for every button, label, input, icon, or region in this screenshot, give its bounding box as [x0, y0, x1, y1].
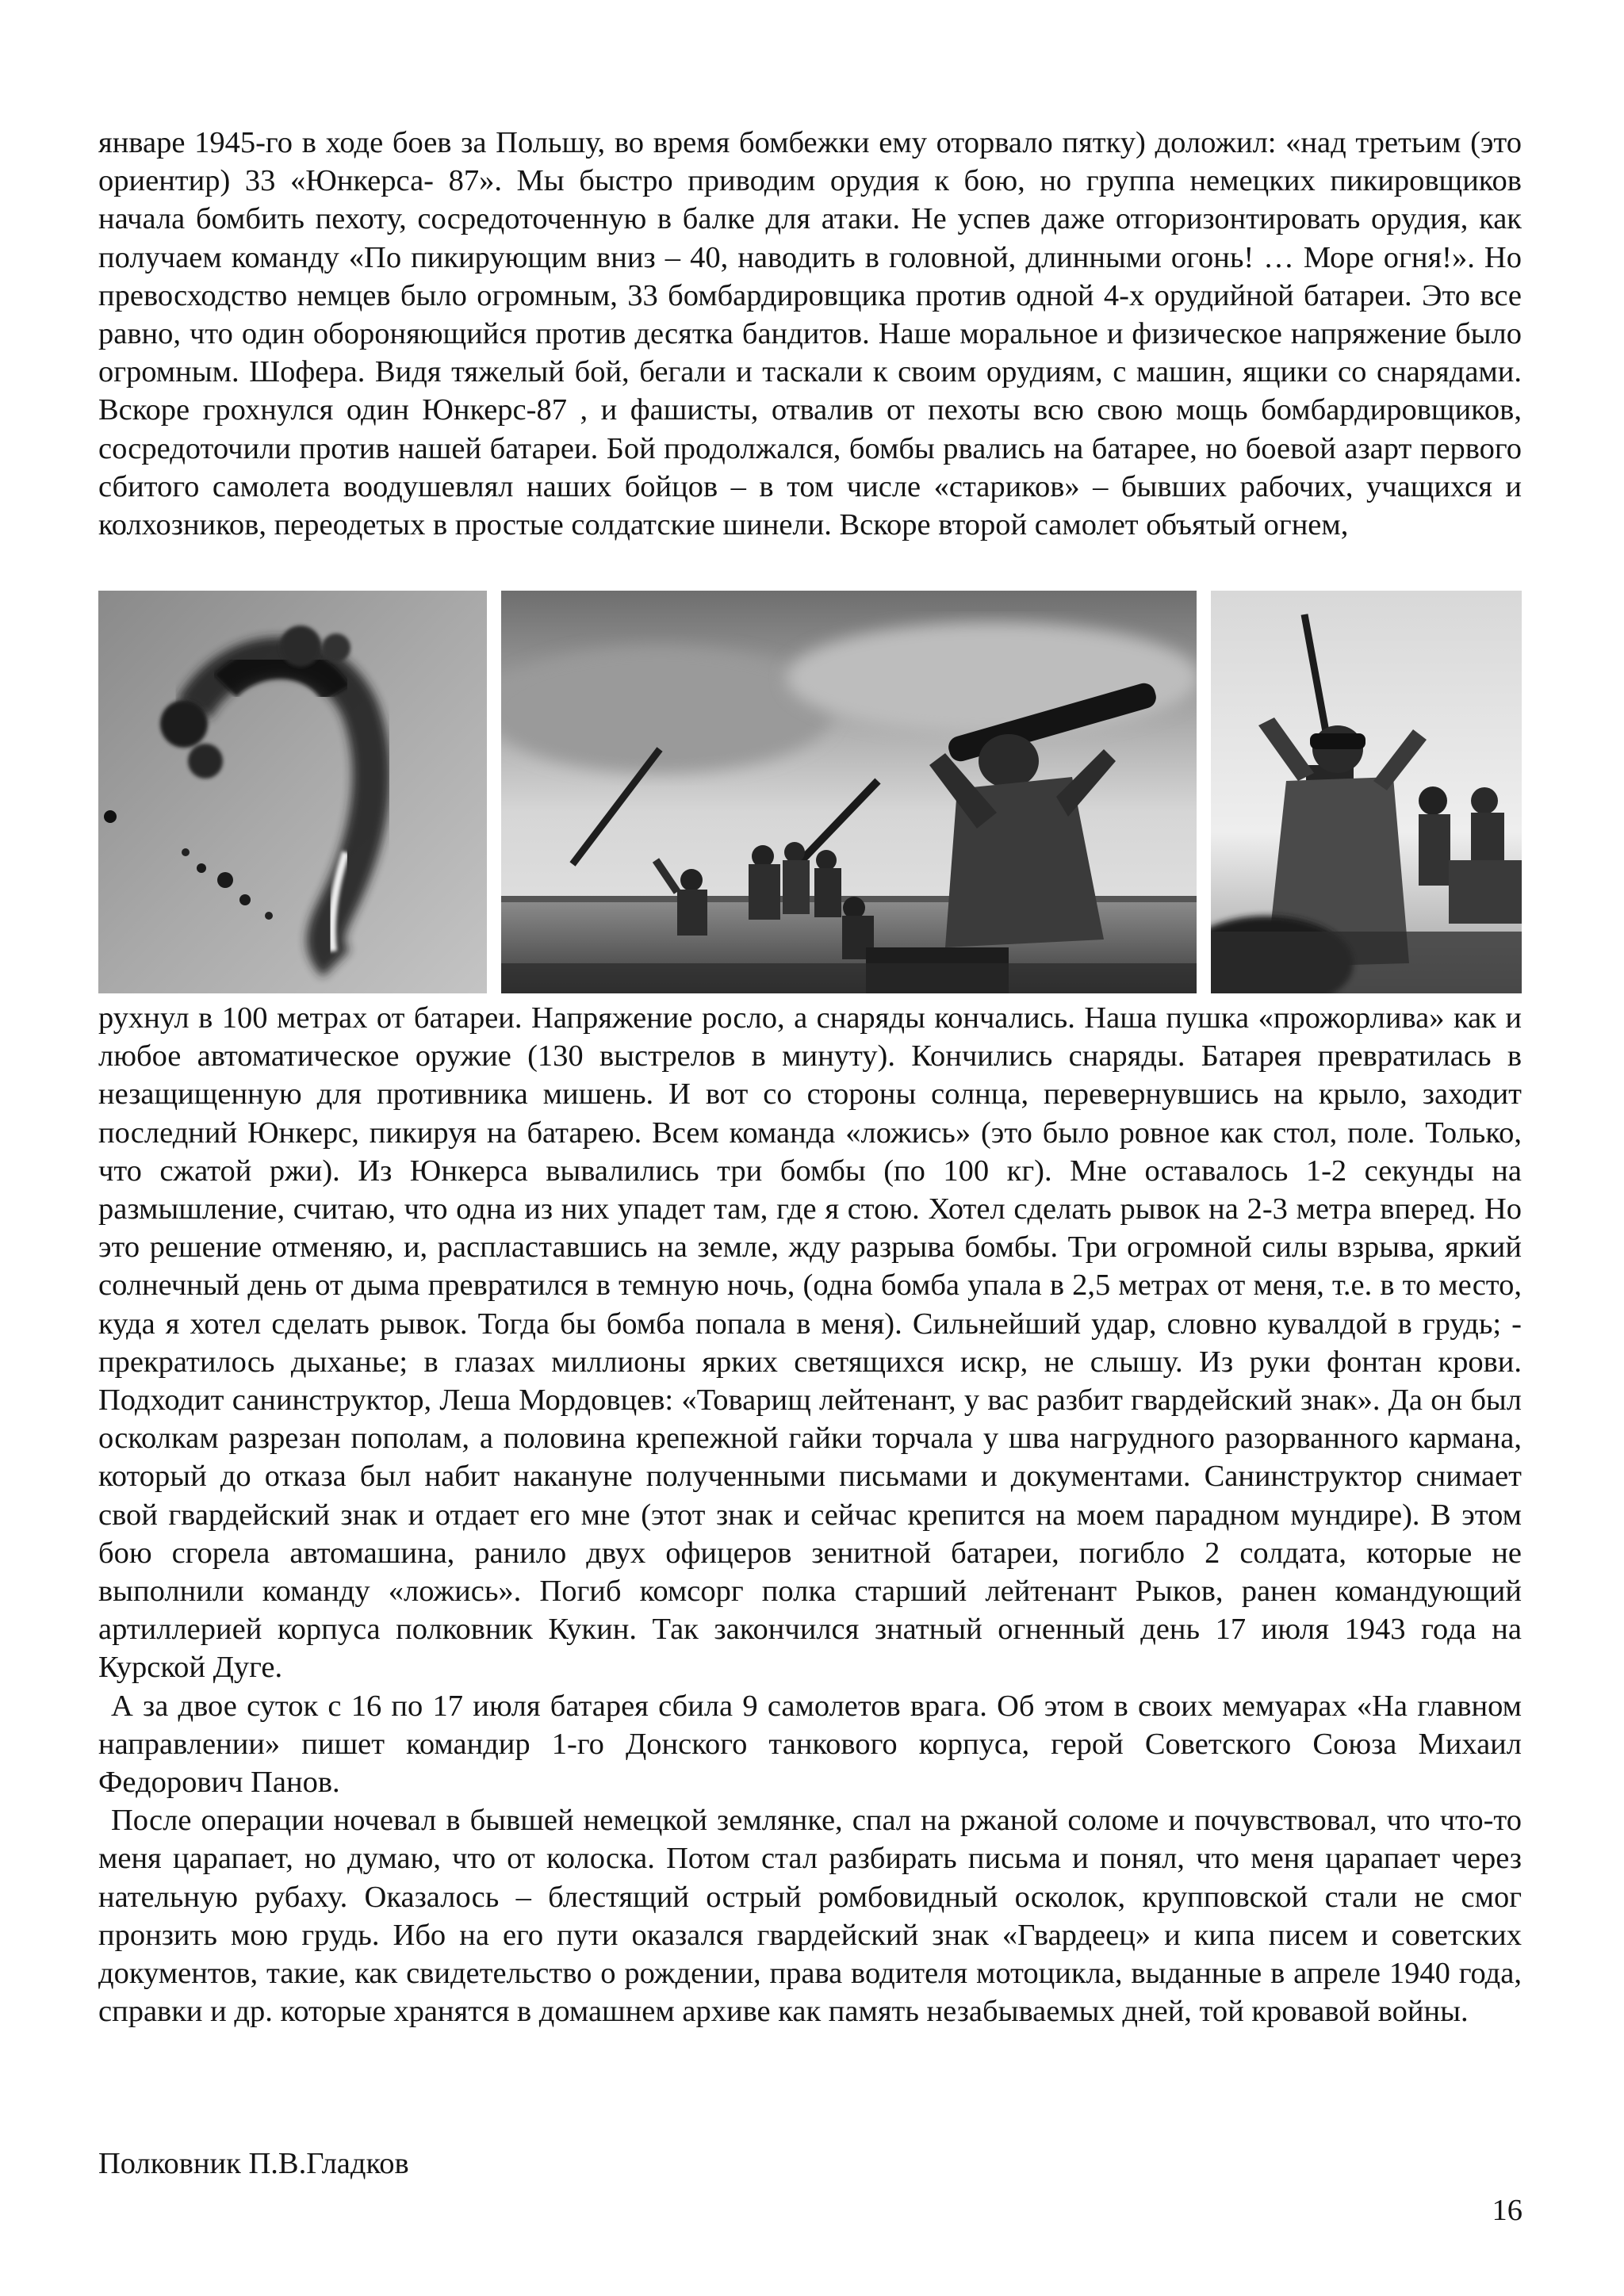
gunners-binoculars-image — [1211, 591, 1522, 993]
paragraph-continuation: рухнул в 100 метрах от батареи. Напряжение росло, а снаряды кончались. Наша пушка «прожорлива» как и любое автоматическое оружие (130 выстрелов в минуту). Кончились снаряды. Батарея превратилась в незащищенную для противника мишень. И вот со стороны солнца, перевернувшись на крыло, заходит последний Юнкерс, пикируя на батарею. Всем команда «ложись» (это было ровное как стол, поле. Только, что сжатой ржи). Из Юнкерса вывалились три бомбы (по 100 кг). Мне оставалось 1-2 секунды на размышление, считаю, что одна из них упадет там, где я стою. Хотел сделать рывок на 2-3 метра вперед. Но это решение отменяю, и, распластавшись на земле, жду разрыва бомбы. Три огромной силы взрыва, яркий солнечный день от дыма превратился в темную ночь, (одна бомба упала в 2,5 метрах от меня, т.е. в то место, куда я хотел сделать рывок. Тогда бы бомба попала в меня). Сильнейший удар, словно кувалдой в грудь; - прекратилось дыханье; в глазах миллионы ярких светящихся искр, не слышу. Из руки фонтан крови. Подходит санинструктор, Леша Мордовцев: «Товарищ лейтенант, у вас разбит гвардейский знак». Да он был осколкам разрезан пополам, а половина крепежной гайки торчала у шва нагрудного разорванного кармана, который до отказа был набит накануне полученными письмами и документами. Санинструктор снимает свой гвардейский знак и отдает его мне (этот знак и сейчас крепится на моем парадном мундире). В этом бою сгорела автомашина, ранило двух офицеров зенитной батареи, погибло 2 солдата, которые не выполнили команду «ложись». Погиб комсорг полка старший лейтенант Рыков, ранен командующий артиллерией корпуса полковник Кукин. Так закончился знатный огненный день 17 июля 1943 года на Курской Дуге. — [98, 1001, 1522, 1685]
anti-aircraft-crew-image — [501, 591, 1197, 993]
photo-falling-aircraft — [98, 591, 487, 993]
paragraph-after-operation: После операции ночевал в бывшей немецкой землянке, спал на ржаной соломе и почувствовал, что что-то меня царапает, но думаю, что от колоска. Потом стал разбирать письма и понял, что меня царапает через нательную рубаху. Оказалось – блестящий острый ромбовидный осколок, крупповской стали не смог пронзить мою грудь. Ибо на его пути оказался гвардейский знак «Гвардеец» и кипа писем и советских документов, такие, как свидетельство о рождении, права водителя мотоцикла, выданные в апреле 1940 года, справки и др. которые хранятся в домашнем архиве как память незабываемых дней, той кровавой войны. — [98, 1804, 1522, 2029]
photo-gun-crew — [501, 591, 1197, 993]
paragraph-battery: А за двое суток с 16 по 17 июля батарея сбила 9 самолетов врага. Об этом в своих мемуарах «На главном направлении» пишет командир 1-го Донского танкового корпуса, герой Советского Союза Михаил Федорович Панов. — [98, 1689, 1522, 1800]
author-signature: Полковник П.В.Гладков — [98, 2147, 409, 2180]
article-text-bottom — [98, 999, 1522, 2030]
article-text-top — [98, 124, 1522, 544]
page-number: 16 — [1492, 2194, 1522, 2227]
falling-aircraft-image — [98, 591, 487, 993]
photo-gunners-binoculars — [1211, 591, 1522, 993]
paragraph-top: январе 1945-го в ходе боев за Польшу, во время бомбежки ему оторвало пятку) доложил: «над третьим (это ориентир) 33 «Юнкерса- 87». Мы быстро приводим орудия к бою, но группа немецких пикировщиков начала бомбить пехоту, сосредоточенную в балке для атаки. Не успев даже отгоризонтировать орудия, как получаем команду «По пикирующим вниз – 40, наводить в головной, длинными огонь! … Море огня!». Но превосходство немцев было огромным, 33 бомбардировщика против одной 4-х орудийной батареи. Это все равно, что один обороняющийся против десятка бандитов. Наше моральное и физическое напряжение было огромным. Шофера. Видя тяжелый бой, бегали и таскали к своим орудиям, с машин, ящики со снарядами. Вскоре грохнулся один Юнкерс-87 , и фашисты, отвалив от пехоты всю свою мощь бомбардировщиков, сосредоточили против нашей батареи. Бой продолжался, бомбы рвались на батарее, но боевой азарт первого сбитого самолета воодушевлял наших бойцов – в том числе «стариков» – бывших рабочих, учащихся и колхозников, переодетых в простые солдатские шинели. Вскоре второй самолет объятый огнем, — [98, 126, 1522, 542]
